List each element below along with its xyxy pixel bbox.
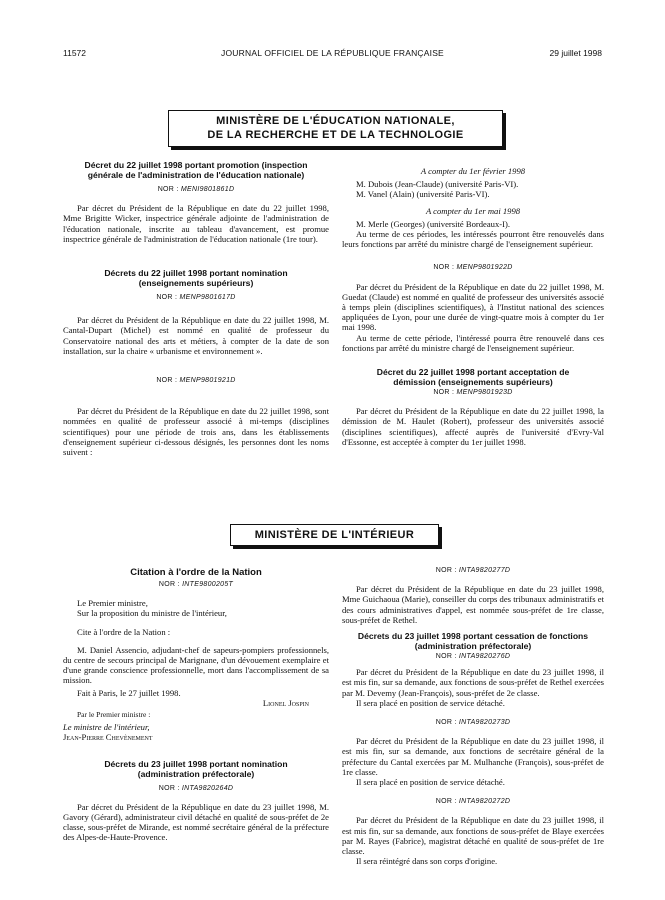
citation-date: Fait à Paris, le 27 juillet 1998. xyxy=(77,687,181,698)
citation-line: Par le Premier ministre : xyxy=(77,710,151,720)
nor-line: NOR : INTE9800205T xyxy=(158,581,234,588)
decree-text: Par décret du Président de la République en date du 22 juillet 1998, la démission de M. Haulet (Robert), professeur des universités associé (disciplines scientifiques), affecté auprès de l'université d'Evry-Val d'Essonne, est acceptée à compter du 1er juillet 1998. xyxy=(342,406,604,447)
nor-code: MENP9801921D xyxy=(179,377,236,385)
right-column-top xyxy=(342,166,604,447)
decree-title: Décrets du 22 juillet 1998 portant nomination (enseignements supérieurs) xyxy=(104,268,288,289)
decree-title: Décret du 22 juillet 1998 portant promotion (inspection générale de l'administration de l'éducation nationale) xyxy=(84,160,308,180)
page-header xyxy=(0,48,665,64)
journal-title: JOURNAL OFFICIEL DE LA RÉPUBLIQUE FRANÇAISE xyxy=(221,48,444,58)
nor-line: NOR : MENP9801922D xyxy=(433,264,513,272)
decree-text: Par décret du Président de la République en date du 22 juillet 1998, Mme Brigitte Wicker, inspectrice générale adjointe de l'administration de l'éducation nationale, inscrite au tableau d'avancement, est promue inspectrice générale de l'administration de l'éducation nationale (1re tour). xyxy=(63,203,329,244)
ministry-education-banner xyxy=(168,110,503,147)
nor-code: INTA9820264D xyxy=(181,784,234,792)
decree-text: Il sera placé en position de service détaché. xyxy=(356,777,505,788)
nor-line: NOR : MENP9801923D xyxy=(433,389,513,397)
decree-title: Décrets du 23 juillet 1998 portant cessation de fonctions (administration préfectorale) xyxy=(357,631,589,652)
decree-text: Par décret du Président de la République en date du 23 juillet 1998, il est mis fin, sur sa demande, aux fonctions de sous-préfet de Blaye exercées par M. Rayes (Fabrice), magistrat détaché en qualité de sous-préfet de 1re classe. xyxy=(342,815,604,857)
nor-line: NOR : INTA9820264D xyxy=(158,784,234,792)
nor-line: NOR : INTA9820276D xyxy=(435,653,511,661)
appointee: M. Vanel (Alain) (université Paris-VI). xyxy=(356,189,490,200)
decree-text: Il sera placé en position de service détaché. xyxy=(356,697,505,708)
nor-line: NOR : INTA9820273D xyxy=(435,719,511,727)
citation-line: Sur la proposition du ministre de l'intérieur, xyxy=(77,608,227,619)
nor-code: MENI9801861D xyxy=(180,186,235,193)
decree-text: Par décret du Président de la République en date du 23 juillet 1998, M. Gavory (Gérard), administrateur civil détaché en qualité de sous-préfet de 2e classe, sous-préfet de Mirande, est nommé secrétaire général de la préfecture des Alpes-de-Haute-Provence. xyxy=(63,801,329,843)
citation-text: M. Daniel Assencio, adjudant-chef de sapeurs-pompiers professionnels, du centre de secours principal de Marignane, d'un dévouement exemplaire et d'une grande conscience professionnelle, mort dans l'accomplissement de sa mission. xyxy=(63,644,329,686)
date-heading: A compter du 1er mai 1998 xyxy=(425,205,521,216)
decree-title: Décret du 22 juillet 1998 portant acceptation de démission (enseignements supérieurs) xyxy=(376,367,570,388)
nor-code: MENP9801923D xyxy=(456,389,513,397)
ministry-line2: DE LA RECHERCHE ET DE LA TECHNOLOGIE xyxy=(207,129,464,141)
nor-line: NOR : MENP9801921D xyxy=(156,377,236,385)
decree-text: Par décret du Président de la République en date du 22 juillet 1998, M. Guedat (Claude) est nommé en qualité de professeur des universités associé à temps plein (disciplines scientifiques), à l'Institut national des sciences appliquées de Lyon, pour une durée de vingt-quatre mois à compter du 1er mai 1998. xyxy=(342,281,604,333)
nor-code: MENP9801617D xyxy=(179,294,236,302)
citation-line: Le ministre de l'intérieur, xyxy=(63,722,150,733)
nor-code: INTA9820276D xyxy=(458,653,511,661)
decree-text: Par décret du Président de la République en date du 23 juillet 1998, il est mis fin, sur sa demande, aux fonctions de sous-préfet de Rethel exercées par M. Devemy (Jean-François), sous-préfet de 2e classe. xyxy=(342,667,604,698)
signature-chevenement: Jean-Pierre Chevènement xyxy=(63,732,153,743)
decree-text: Par décret du Président de la République en date du 22 juillet 1998, sont nommées en qualité de professeur associé à mi-temps (disciplines scientifiques) pour une période de trois ans, dans les établissements d'enseignement supérieur ci-dessous désignés, les personnes dont les noms suivent : xyxy=(63,406,329,458)
right-column-bottom xyxy=(342,566,604,866)
decree-text: Au terme de cette période, l'intéressé pourra être renouvelé dans ces fonctions par arrêté du ministre chargé de l'enseignement supérieur. xyxy=(342,332,604,353)
appointee: M. Dubois (Jean-Claude) (université Paris-VI). xyxy=(356,179,519,190)
decree-title: Décrets du 23 juillet 1998 portant nomination (administration préfectorale) xyxy=(104,758,288,779)
citation-title: Citation à l'ordre de la Nation xyxy=(130,567,262,578)
decree-text: Il sera réintégré dans son corps d'origine. xyxy=(356,856,498,867)
ministry-interieur-banner: MINISTÈRE DE L'INTÉRIEUR xyxy=(230,524,439,546)
signature-jospin: Lionel Jospin xyxy=(262,697,309,708)
decree-text: Par décret du Président de la République en date du 23 juillet 1998, Mme Guichaoua (Marie), conseiller du corps des tribunaux administratifs et des cours administratives d'appel, est nommée sous-préfet de 1re classe, sous-préfet de Rethel. xyxy=(342,584,604,625)
left-column-bottom xyxy=(63,568,329,843)
nor-line: NOR : INTA9820277D xyxy=(435,567,511,574)
nor-line: NOR : MENI9801861D xyxy=(157,186,235,193)
decree-text: Par décret du Président de la République en date du 23 juillet 1998, il est mis fin, sur sa demande, aux fonctions de secrétaire général de la préfecture du Cantal exercées par M. Mulhanche (François), sous-préfet de 1re classe. xyxy=(342,736,604,777)
decree-text: Au terme de ces périodes, les intéressés pourront être renouvelés dans leurs fonctions par arrêté du ministre chargé de l'enseignement supérieur. xyxy=(342,229,604,250)
date-heading: A compter du 1er février 1998 xyxy=(420,166,526,176)
appointee: M. Merle (Georges) (université Bordeaux-I). xyxy=(356,218,510,229)
nor-code: INTA9820273D xyxy=(458,719,511,727)
citation-line: Le Premier ministre, xyxy=(77,598,148,609)
nor-code: INTE9800205T xyxy=(182,581,234,588)
nor-line: NOR : INTA9820272D xyxy=(435,798,511,806)
citation-line: Cite à l'ordre de la Nation : xyxy=(77,626,171,637)
decree-text: Par décret du Président de la République en date du 22 juillet 1998, M. Cantal-Dupart (Michel) est nommé en qualité de professeur du Conservatoire national des arts et métiers, à compter de la date de son installation, sur la chaire « urbanisme et environnement ». xyxy=(63,315,329,356)
nor-code: MENP9801922D xyxy=(456,264,513,272)
page-number: 11572 xyxy=(63,48,87,58)
ministry-line1: MINISTÈRE DE L'ÉDUCATION NATIONALE, xyxy=(216,115,455,127)
nor-code: INTA9820272D xyxy=(458,798,511,806)
nor-code: INTA9820277D xyxy=(458,567,511,574)
left-column-top xyxy=(63,160,329,457)
nor-line: NOR : MENP9801617D xyxy=(156,294,236,302)
issue-date: 29 juillet 1998 xyxy=(549,48,602,58)
